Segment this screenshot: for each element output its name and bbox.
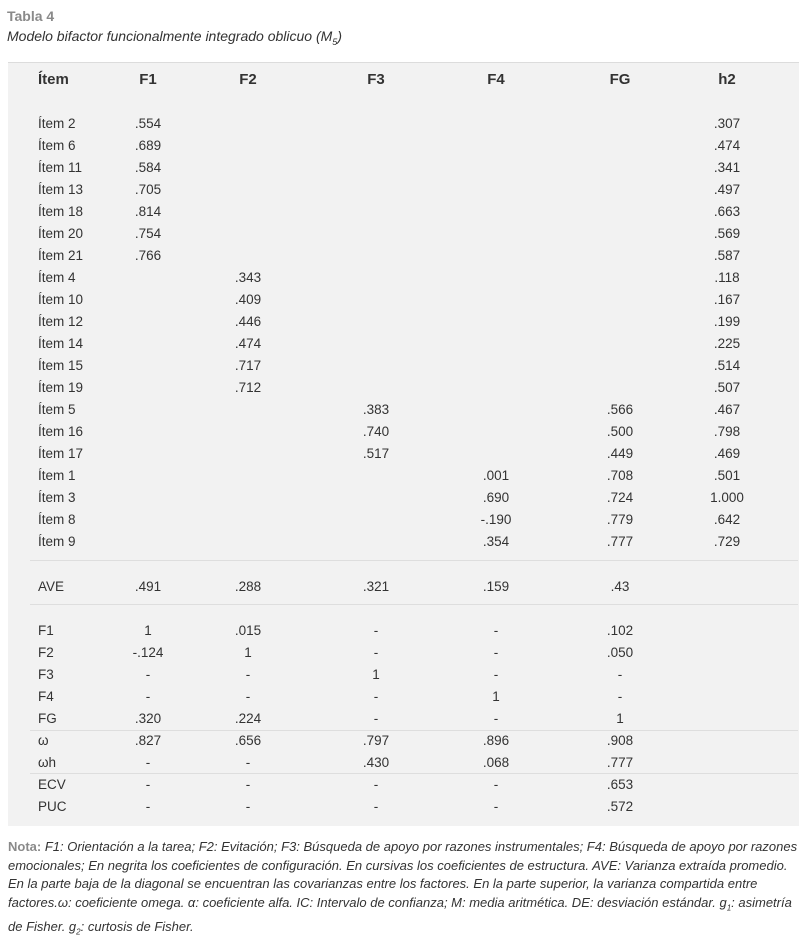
column-header: Ítem [38, 71, 69, 88]
table-cell: -.190 [480, 512, 512, 527]
table-cell: .740 [362, 424, 390, 439]
table-cell: .517 [362, 446, 390, 461]
table-divider [30, 560, 798, 561]
table-cell: .341 [713, 160, 741, 175]
row-label: Ítem 18 [38, 204, 84, 219]
table-cell: .690 [482, 490, 510, 505]
row-label: F4 [38, 689, 54, 704]
table-cell: - [617, 689, 623, 704]
table-cell: .497 [713, 182, 741, 197]
table-cell: .288 [234, 579, 262, 594]
table-cell: 1 [372, 667, 380, 682]
table-cell: .766 [134, 248, 162, 263]
table-cell: - [245, 755, 251, 770]
note-subscript: 2 [76, 927, 81, 937]
table-cell: - [493, 623, 499, 638]
table-cell: 1 [244, 645, 252, 660]
table-cell: - [145, 755, 151, 770]
row-label: Ítem 15 [38, 358, 84, 373]
table-cell: - [145, 799, 151, 814]
table-cell: .068 [482, 755, 510, 770]
table-cell: .779 [606, 512, 634, 527]
table-cell: .491 [134, 579, 162, 594]
table-title-text: Modelo bifactor funcionalmente integrado oblicuo (M [7, 28, 333, 44]
table-cell: 1 [616, 711, 624, 726]
row-label: Ítem 4 [38, 270, 76, 285]
column-header: FG [609, 71, 631, 88]
row-label: F3 [38, 667, 54, 682]
table-note [8, 838, 800, 942]
row-label: Ítem 11 [38, 160, 83, 175]
row-label: F2 [38, 645, 54, 660]
column-header: F1 [139, 71, 157, 88]
table-divider [30, 773, 798, 774]
row-label: Ítem 16 [38, 424, 84, 439]
row-label: Ítem 10 [38, 292, 84, 307]
table-cell: .717 [234, 358, 262, 373]
table-cell: .199 [713, 314, 741, 329]
table-cell: - [145, 667, 151, 682]
table-cell: .102 [606, 623, 634, 638]
row-label: Ítem 13 [38, 182, 84, 197]
table-cell: .446 [234, 314, 262, 329]
table-divider [30, 730, 798, 731]
column-header: F3 [367, 71, 385, 88]
note-subscript: 1 [726, 903, 732, 913]
row-label: F1 [38, 623, 54, 638]
table-cell: .712 [234, 380, 262, 395]
table-cell: .383 [362, 402, 390, 417]
row-label: Ítem 17 [38, 446, 84, 461]
table-cell: .827 [134, 733, 162, 748]
table-cell: .663 [713, 204, 741, 219]
table-cell: .430 [362, 755, 390, 770]
table-cell: - [493, 777, 499, 792]
table-cell: - [373, 799, 379, 814]
table-divider [30, 604, 798, 605]
table-cell: .642 [713, 512, 741, 527]
table-cell: - [145, 777, 151, 792]
note-text: : curtosis de Fisher. [80, 918, 194, 934]
table-cell: .225 [713, 336, 741, 351]
table-cell: 1.000 [710, 490, 744, 505]
table-cell: .159 [482, 579, 510, 594]
note-label: Nota: [8, 839, 42, 854]
row-label: Ítem 14 [38, 336, 84, 351]
row-label: Ítem 21 [38, 248, 84, 263]
table-cell: 1 [492, 689, 500, 704]
row-label: Ítem 3 [38, 490, 76, 505]
table-cell: .167 [713, 292, 741, 307]
table-cell: .469 [713, 446, 741, 461]
table-cell: - [373, 623, 379, 638]
table-cell: .689 [134, 138, 162, 153]
table-cell: .754 [134, 226, 162, 241]
table-cell: .343 [234, 270, 262, 285]
table-cell: - [373, 777, 379, 792]
row-label: ω [38, 733, 49, 748]
column-header: F4 [487, 71, 505, 88]
row-label: Ítem 2 [38, 116, 76, 131]
table-cell: .896 [482, 733, 510, 748]
table-cell: .474 [234, 336, 262, 351]
table-cell: .321 [362, 579, 390, 594]
table-cell: - [245, 667, 251, 682]
row-label: Ítem 5 [38, 402, 76, 417]
table-cell: .798 [713, 424, 741, 439]
table-title-subscript: 5 [332, 36, 338, 47]
row-label: Ítem 6 [38, 138, 76, 153]
table-cell: - [245, 777, 251, 792]
table-cell: .777 [606, 755, 634, 770]
row-label: AVE [38, 579, 65, 594]
table-cell: - [373, 711, 379, 726]
table-cell: .708 [606, 468, 634, 483]
row-label: Ítem 9 [38, 534, 76, 549]
table-cell: .467 [713, 402, 741, 417]
table-cell: .572 [606, 799, 634, 814]
table-cell: .43 [610, 579, 630, 594]
row-label: ECV [38, 777, 66, 792]
table-cell: .908 [606, 733, 634, 748]
row-label: Ítem 19 [38, 380, 84, 395]
column-header: h2 [718, 71, 736, 88]
table-cell: - [493, 645, 499, 660]
table-cell: - [245, 799, 251, 814]
table-cell: .320 [134, 711, 162, 726]
table-cell: .554 [134, 116, 162, 131]
table-cell: .584 [134, 160, 162, 175]
table-label: Tabla 4 [7, 8, 55, 24]
table-cell: .224 [234, 711, 262, 726]
table-cell: .566 [606, 402, 634, 417]
table-cell: .354 [482, 534, 510, 549]
table-cell: .656 [234, 733, 262, 748]
table-cell: .507 [713, 380, 741, 395]
table-cell: .501 [713, 468, 741, 483]
row-label: Ítem 8 [38, 512, 76, 527]
table-cell: - [493, 799, 499, 814]
table-cell: - [373, 689, 379, 704]
table-cell: .500 [606, 424, 634, 439]
table-cell: .118 [714, 270, 740, 285]
table-cell: - [617, 667, 623, 682]
table-cell: .777 [606, 534, 634, 549]
table-cell: - [245, 689, 251, 704]
row-label: Ítem 1 [38, 468, 76, 483]
table-cell: - [493, 711, 499, 726]
table-cell: .569 [713, 226, 741, 241]
table-cell: .587 [713, 248, 741, 263]
table-cell: .724 [606, 490, 634, 505]
table-cell: .015 [234, 623, 262, 638]
table-cell: - [493, 667, 499, 682]
table-title-end: ) [337, 28, 342, 44]
table-cell: .001 [482, 468, 510, 483]
table-cell: .474 [713, 138, 741, 153]
table-title [7, 28, 342, 47]
table-cell: .729 [713, 534, 741, 549]
table-cell: .814 [134, 204, 162, 219]
table-cell: .797 [362, 733, 390, 748]
note-text: : asimetría de Fisher. g [8, 894, 792, 934]
table-cell: .705 [134, 182, 162, 197]
row-label: ωh [38, 755, 57, 770]
table-cell: .514 [713, 358, 741, 373]
column-header: F2 [239, 71, 257, 88]
row-label: Ítem 20 [38, 226, 84, 241]
table-cell: .307 [713, 116, 741, 131]
row-label: FG [38, 711, 57, 726]
table-cell: -.124 [132, 645, 164, 660]
row-label: Ítem 12 [38, 314, 84, 329]
table-cell: 1 [144, 623, 152, 638]
table-cell: .050 [606, 645, 634, 660]
table-cell: - [145, 689, 151, 704]
table-cell: .409 [234, 292, 262, 307]
row-label: PUC [38, 799, 67, 814]
table-cell: .653 [606, 777, 634, 792]
table-cell: - [373, 645, 379, 660]
note-text: F1: Orientación a la tarea; F2: Evitación; F3: Búsqueda de apoyo por razones instrumentales; F4: Búsqueda de apoyo por razones emocionales; En negrita los coeficientes de configuración. En cursivas los coeficientes de estructura. AVE: Varianza extraída promedio. En la parte baja de la diagonal se encuentran las covarianzas entre los factores. En la parte superior, la varianza compartida entre factores.ω: coeficiente omega. α: coeficiente alfa. IC: Intervalo de confianza; M: media aritmética. DE: desviación estándar. g [8, 839, 798, 910]
table-cell: .449 [606, 446, 634, 461]
